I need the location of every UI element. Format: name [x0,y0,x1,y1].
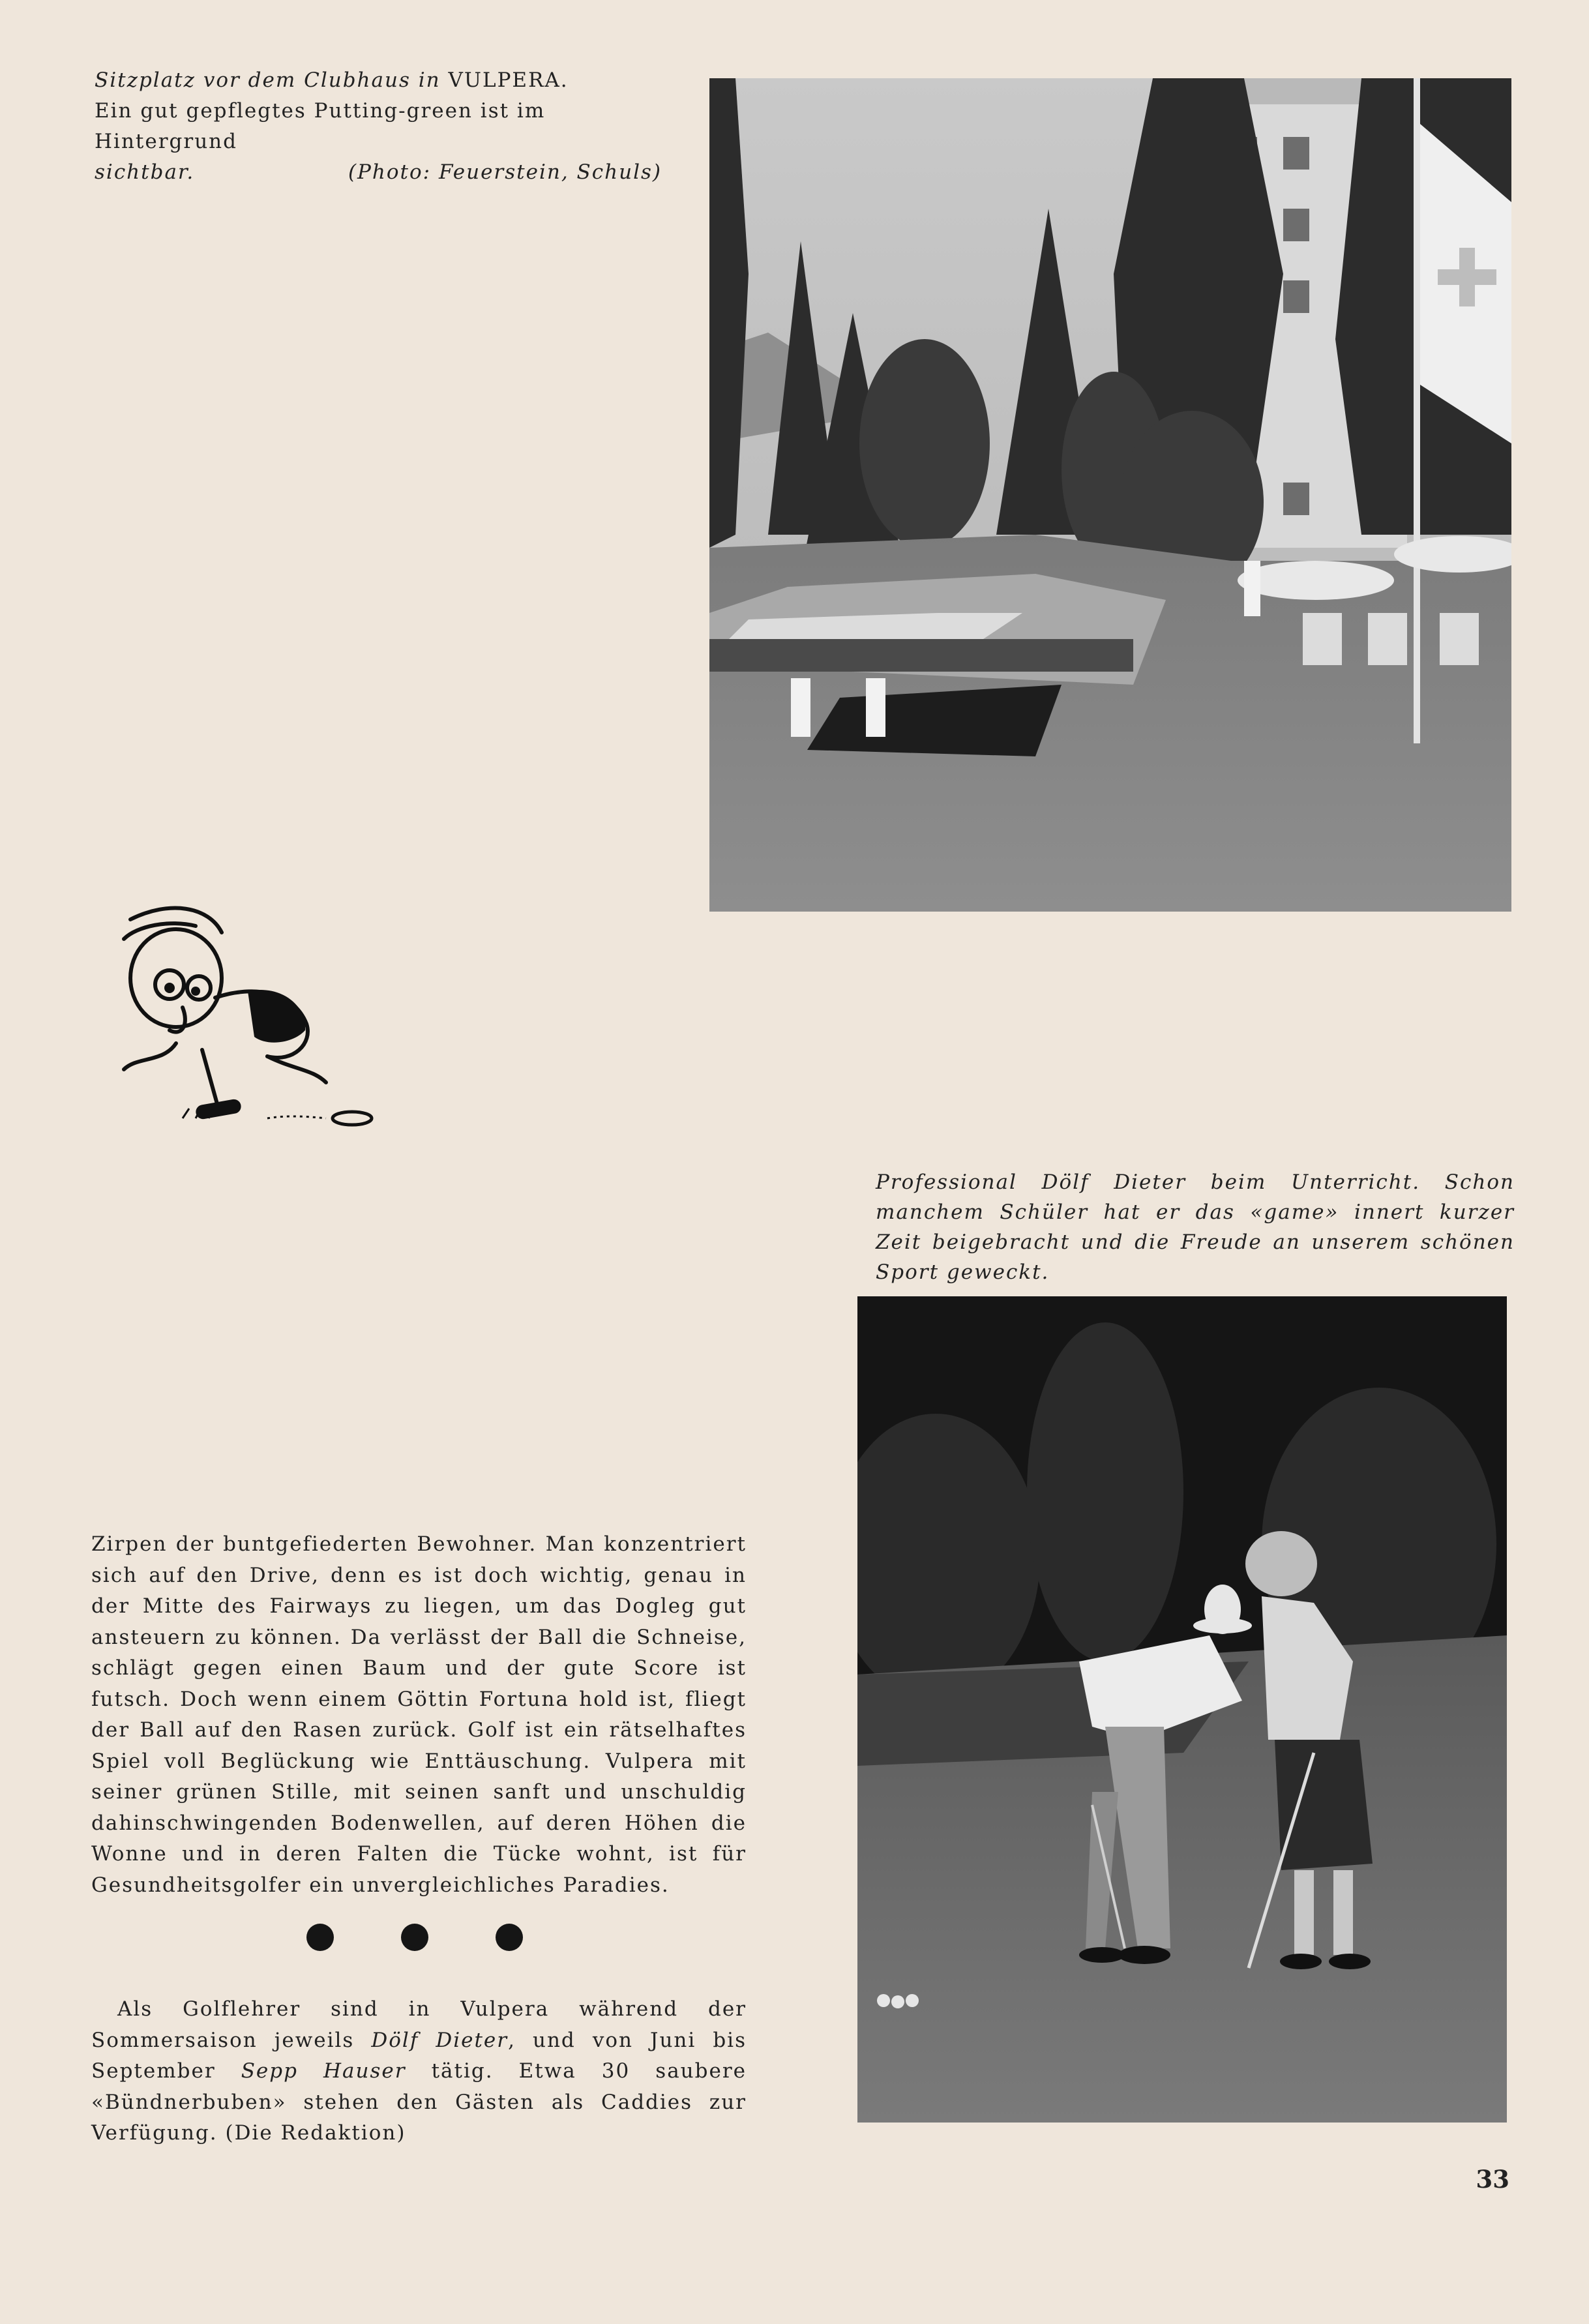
note-part1: Als Golflehrer sind in Vulpera während der Sommersaison jeweils [91,1997,747,2052]
golfer-cartoon-illustration [98,893,385,1154]
caption-line1-italic: Sitzplatz vor dem Clubhaus in [95,68,441,92]
note-part3: tätig. Etwa 30 saubere «Bündnerbuben» stehen den Gästen als Caddies zur Verfügung. (Die Redaktion) [91,2059,747,2145]
golf-lesson-photo [857,1296,1507,2123]
article-body-text [91,1529,747,1901]
caption-place-name: VULPERA. [440,68,569,92]
article-paragraph: Zirpen der buntgefiederten Bewohner. Man konzentriert sich auf den Drive, denn es ist doch wichtig, genau in der Mitte des Fairways zu liegen, um das Dogleg gut ansteuern zu können. Da verlässt der Ball die Schneise, schlägt gegen einen Baum und der gute Score ist futsch. Doch wenn einem Göttin Fortuna hold ist, fliegt der Ball auf den Rasen zurück. Golf ist ein rätselhaftes Spiel voll Beglückung wie Enttäuschung. Vulpera mit seiner grünen Stille, mit seinen sanft und unschuldig dahinschwingenden Bodenwellen, auf deren Höhen die Wonne und in deren Falten die Tücke wohnt, ist für Gesundheitsgolfer ein unvergleichliches Paradies. [91,1532,747,1897]
caption-line2: Ein gut gepflegtes Putting-green ist im Hintergrund [95,99,546,153]
photo-credit: (Photo: Feuerstein, Schuls) [348,160,662,184]
caption-line3: sichtbar. [95,160,195,184]
section-divider-dots [306,1924,528,1956]
note-name-dieter: Dölf Dieter [371,2028,509,2052]
clubhouse-terrace-photo [709,78,1511,912]
bottom-photo-caption: Professional Dölf Dieter beim Unterricht. Schon manchem Schüler hat er das «game» innert kurzer Zeit beigebracht und die Freude an unserem schönen Sport geweckt. [876,1170,1515,1284]
note-name-hauser: Sepp Hauser [241,2059,406,2083]
divider-dot [306,1924,334,1951]
note-part2: , und von Juni bis September [91,2028,747,2083]
editorial-note [91,1994,747,2149]
top-photo-caption [95,65,662,188]
divider-dot [401,1924,428,1951]
divider-dot [496,1924,523,1951]
page-number: 33 [1476,2165,1509,2194]
